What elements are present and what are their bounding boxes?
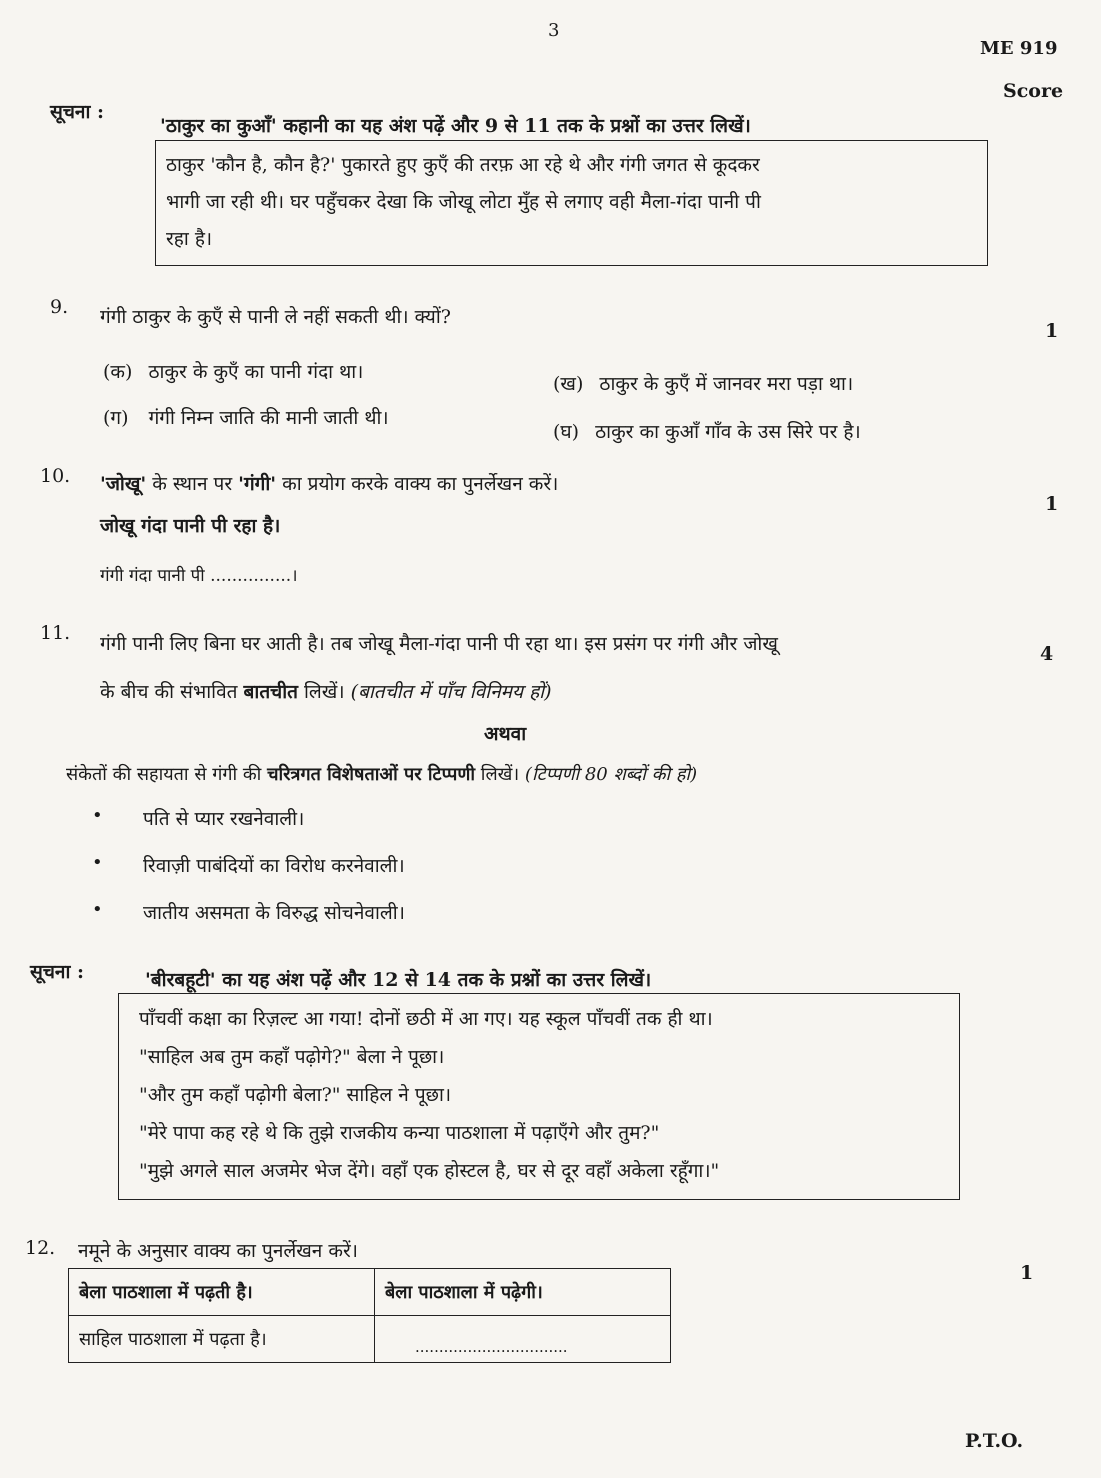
bullet-icon: • xyxy=(92,899,103,920)
q9-option-b xyxy=(553,370,853,396)
passage-box-2 xyxy=(118,993,960,1200)
q9-number: 9. xyxy=(50,296,69,318)
q11-number: 11. xyxy=(40,622,71,644)
or-label: अथवा xyxy=(484,723,527,745)
option-key: (ख) xyxy=(553,373,584,395)
q9-option-c xyxy=(103,404,389,430)
passage-2-line: "मुझे अगले साल अजमेर भेज देंगे। वहाँ एक होस्टल है, घर से दूर वहाँ अकेला रहूँगा।" xyxy=(139,1160,720,1182)
passage-box-1 xyxy=(155,140,988,266)
score-label: Score xyxy=(1003,80,1064,102)
passage-2-line: "मेरे पापा कह रहे थे कि तुझे राजकीय कन्या पाठशाला में पढ़ाएँगे और तुम?" xyxy=(139,1122,660,1144)
notice-text-2: 'बीरबहूटी' का यह अंश पढ़ें और 12 से 14 तक के प्रश्नों का उत्तर लिखें। xyxy=(145,969,652,991)
q12-text: नमूने के अनुसार वाक्य का पुनर्लेखन करें। xyxy=(78,1240,358,1262)
q11-bullet-1: पति से प्यार रखनेवाली। xyxy=(143,808,305,830)
q10-word2: 'गंगी' xyxy=(238,473,277,495)
option-text: गंगी निम्न जाति की मानी जाती थी। xyxy=(148,407,389,429)
q11-line2-italic: (बातचीत में पाँच विनिमय हों) xyxy=(350,681,552,703)
q11-line1: गंगी पानी लिए बिना घर आती है। तब जोखू मैला-गंदा पानी पी रहा था। इस प्रसंग पर गंगी और जोखू xyxy=(100,633,778,655)
q9-mark: 1 xyxy=(1045,320,1059,342)
q10-word1: 'जोखू' xyxy=(100,473,147,495)
q10-mid1: के स्थान पर xyxy=(146,473,239,495)
option-key: (घ) xyxy=(553,421,580,443)
q11-line2-start: के बीच की संभावित xyxy=(100,681,244,703)
q10-sentence: जोखू गंदा पानी पी रहा है। xyxy=(100,515,281,537)
q11-alt-start: संकेतों की सहायता से गंगी की xyxy=(66,764,268,785)
q9-text: गंगी ठाकुर के कुएँ से पानी ले नहीं सकती थी। क्यों? xyxy=(100,306,451,328)
q11-bullet-3: जातीय असमता के विरुद्ध सोचनेवाली। xyxy=(143,902,405,924)
bullet-icon: • xyxy=(92,805,103,826)
passage-2-line: "और तुम कहाँ पढ़ोगी बेला?" साहिल ने पूछा। xyxy=(139,1084,452,1106)
notice-label-1: सूचना : xyxy=(50,101,105,123)
option-key: (क) xyxy=(103,361,133,383)
passage-2-line: पाँचवीं कक्षा का रिज़ल्ट आ गया! दोनों छठी में आ गए। यह स्कूल पाँचवीं तक ही था। xyxy=(139,1008,713,1030)
q11-mark: 4 xyxy=(1040,643,1054,665)
table-row xyxy=(69,1269,671,1316)
q11-line2 xyxy=(100,678,552,704)
q9-option-a xyxy=(103,358,363,384)
table-cell: बेला पाठशाला में पढ़ेगी। xyxy=(375,1269,671,1316)
q11-line2-mid: लिखें। xyxy=(297,681,351,703)
passage-1-line: भागी जा रही थी। घर पहुँचकर देखा कि जोखू लोटा मुँह से लगाए वही मैला-गंदा पानी पी xyxy=(166,191,761,213)
option-text: ठाकुर के कुएँ का पानी गंदा था। xyxy=(148,361,364,383)
answer-blank[interactable]: ................................ xyxy=(375,1316,671,1363)
passage-1-line: रहा है। xyxy=(166,228,213,250)
notice-label-2: सूचना : xyxy=(30,961,85,983)
q10-text xyxy=(100,470,558,496)
table-cell: बेला पाठशाला में पढ़ती है। xyxy=(69,1269,375,1316)
q12-mark: 1 xyxy=(1020,1262,1034,1284)
passage-2-line: "साहिल अब तुम कहाँ पढ़ोगे?" बेला ने पूछा। xyxy=(139,1046,445,1068)
q10-answer-line: गंगी गंदा पानी पी ...............। xyxy=(100,566,298,586)
table-cell: साहिल पाठशाला में पढ़ता है। xyxy=(69,1316,375,1363)
notice-text-1: 'ठाकुर का कुआँ' कहानी का यह अंश पढ़ें और 9 से 11 तक के प्रश्नों का उत्तर लिखें। xyxy=(160,115,751,137)
q11-alt-text xyxy=(66,762,697,786)
option-text: ठाकुर का कुआँ गाँव के उस सिरे पर है। xyxy=(595,421,861,443)
page-number: 3 xyxy=(548,20,560,41)
pto-label: P.T.O. xyxy=(965,1430,1024,1452)
q10-number: 10. xyxy=(40,465,71,487)
option-text: ठाकुर के कुएँ में जानवर मरा पड़ा था। xyxy=(599,373,854,395)
sample-table xyxy=(68,1268,671,1363)
q10-mark: 1 xyxy=(1045,493,1059,515)
q11-alt-bold: चरित्रगत विशेषताओं पर टिप्पणी xyxy=(267,764,476,785)
q10-mid2: का प्रयोग करके वाक्य का पुनर्लेखन करें। xyxy=(276,473,559,495)
q12-number: 12. xyxy=(25,1237,56,1259)
q11-alt-mid: लिखें। xyxy=(475,764,525,785)
q11-alt-italic: (टिप्पणी 80 शब्दों की हो) xyxy=(524,764,698,785)
q11-bullet-2: रिवाज़ी पाबंदियों का विरोध करनेवाली। xyxy=(143,855,405,877)
paper-code: ME 919 xyxy=(980,38,1058,59)
q9-option-d xyxy=(553,418,861,444)
bullet-icon: • xyxy=(92,852,103,873)
option-key: (ग) xyxy=(103,407,129,429)
passage-1-line: ठाकुर 'कौन है, कौन है?' पुकारते हुए कुएँ की तरफ़ आ रहे थे और गंगी जगत से कूदकर xyxy=(166,154,760,176)
table-row xyxy=(69,1316,671,1363)
q11-line2-bold: बातचीत xyxy=(243,681,298,703)
